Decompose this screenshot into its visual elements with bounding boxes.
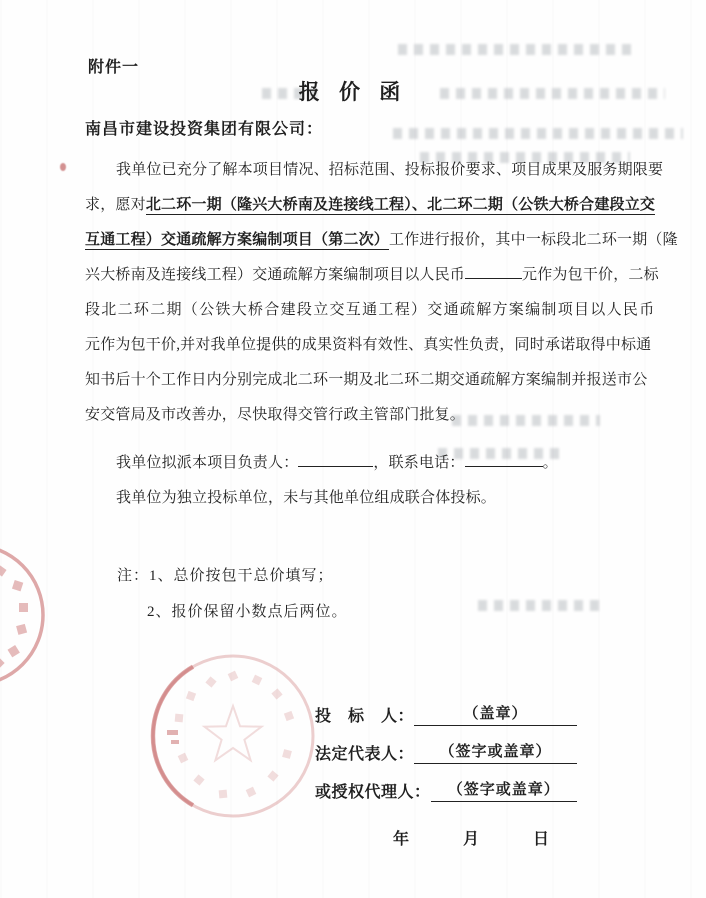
- body-text: 元作为包干价，二标: [522, 267, 659, 283]
- project-name-underlined: 北二环一期（隆兴大桥南及连接线工程）、北二环二期（公铁大桥合建段立交: [145, 197, 656, 213]
- notes: [117, 558, 348, 630]
- day-label: 日: [533, 831, 550, 848]
- body-line: [85, 363, 685, 398]
- body-text: 我单位拟派本项目负责人：: [116, 455, 299, 471]
- body-line: [85, 398, 685, 433]
- ink-speck: [60, 163, 66, 171]
- responsible-person-line: [85, 446, 685, 481]
- note-item: 注：1、总价按包干总价填写；: [117, 568, 334, 584]
- signature-label: 投 标 人：: [315, 708, 415, 725]
- body-text: ，联系电话：: [373, 455, 465, 471]
- body-text: 段北二环二期（公铁大桥合建段立交互通工程）交通疏解方案编制项目以人民币: [85, 302, 656, 318]
- year-label: 年: [393, 831, 410, 848]
- body-line: [85, 223, 685, 258]
- body-text: 兴大桥南及连接线工程）交通疏解方案编制项目以人民币: [85, 267, 466, 283]
- body-text: 求，愿对: [85, 197, 146, 213]
- signature-row-1: [315, 739, 577, 764]
- body-line: [85, 153, 685, 188]
- body-line: [85, 293, 685, 328]
- signature-label: 法定代表人：: [315, 746, 415, 763]
- bleedthrough-mark: [440, 88, 665, 99]
- signature-row-0: [315, 701, 577, 726]
- body-text: 我单位已充分了解本项目情况、招标范围、投标报价要求、项目成果及服务期限要: [116, 162, 664, 178]
- signature-label: 或授权代理人：: [315, 784, 431, 801]
- bleedthrough-mark: [478, 600, 606, 611]
- blank-underline: [465, 263, 522, 279]
- body-text: 。: [542, 455, 558, 471]
- month-label: 月: [463, 831, 480, 848]
- body-line: [85, 328, 685, 363]
- project-name-underlined: 互通工程）交通疏解方案编制项目（第二次）: [85, 232, 390, 248]
- note-item: 2、报价保留小数点后两位。: [147, 604, 348, 620]
- document-title: 报 价 函: [298, 80, 408, 104]
- signature-underline-seal-hint: （签字或盖章）: [414, 741, 577, 764]
- signature-row-2: [315, 777, 577, 802]
- body-line: [85, 481, 685, 516]
- attachment-label: 附件一: [88, 59, 140, 76]
- body-paragraph: [85, 153, 685, 433]
- body-line: [85, 258, 685, 293]
- date-line: [393, 826, 603, 849]
- body-line: [85, 446, 685, 481]
- body-text: 我单位为独立投标单位，未与其他单位组成联合体投标。: [116, 490, 497, 506]
- independent-bid-line: [85, 481, 685, 516]
- bleedthrough-mark: [398, 44, 633, 55]
- body-text: 安交管局及市改善办，尽快取得交管行政主管部门批复。: [85, 407, 466, 423]
- body-text: 元作为包干价,并对我单位提供的成果资料有效性、真实性负责，同时承诺取得中标通: [85, 337, 652, 353]
- partial-seal-stamp: [0, 540, 48, 690]
- addressee: 南昌市建设投资集团有限公司：: [85, 121, 324, 138]
- body-text: 工作进行报价，其中一标段北二环一期（隆: [389, 232, 678, 248]
- blank-underline: [465, 451, 543, 467]
- signature-underline-seal-hint: （盖章）: [414, 703, 577, 726]
- bleedthrough-mark: [393, 128, 683, 139]
- blank-underline: [298, 451, 373, 467]
- company-seal-stamp: [145, 648, 321, 824]
- signature-block: [315, 701, 577, 802]
- signature-underline-seal-hint: （签字或盖章）: [431, 779, 577, 802]
- body-text: 知书后十个工作日内分别完成北二环一期及北二环二期交通疏解方案编制并报送市公: [85, 372, 648, 388]
- body-line: [85, 188, 685, 223]
